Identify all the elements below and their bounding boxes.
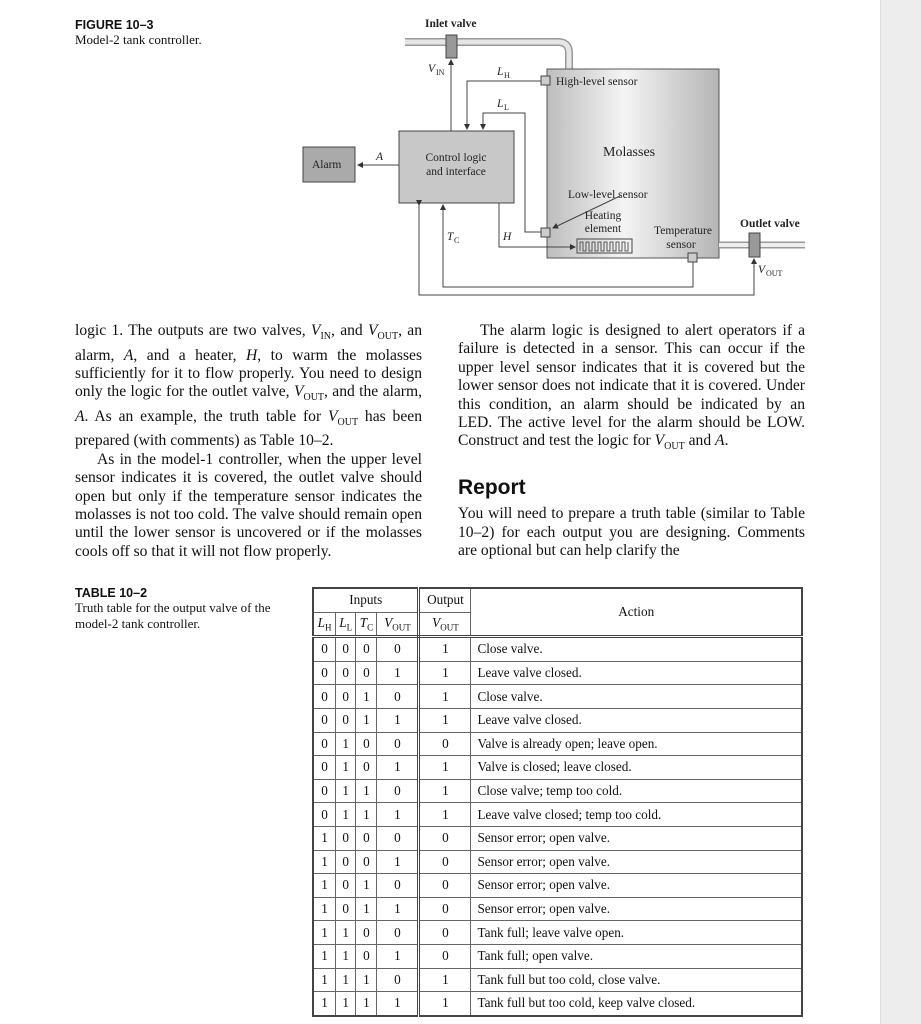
text-segment: , an alarm, bbox=[75, 322, 422, 364]
control-label-1: Control logic bbox=[425, 152, 487, 164]
value-cell: 1 bbox=[336, 779, 356, 803]
value-cell: 1 bbox=[313, 921, 336, 945]
text-segment: V bbox=[368, 322, 378, 339]
table-row bbox=[313, 779, 802, 803]
text-segment: IN bbox=[320, 331, 332, 343]
value-cell: 1 bbox=[336, 732, 356, 756]
text-segment: A bbox=[715, 432, 725, 450]
text-segment: , and bbox=[331, 322, 368, 339]
value-cell: 1 bbox=[313, 992, 336, 1016]
value-cell: 1 bbox=[419, 661, 471, 685]
report-paragraph bbox=[458, 505, 805, 560]
table-row bbox=[313, 708, 802, 732]
figure-caption-text: Model-2 tank controller. bbox=[75, 32, 202, 47]
ll-label: L bbox=[497, 98, 504, 110]
action-cell: Leave valve closed; temp too cold. bbox=[471, 803, 802, 827]
value-cell: 1 bbox=[336, 992, 356, 1016]
value-cell: 0 bbox=[419, 732, 471, 756]
value-cell: 1 bbox=[356, 708, 377, 732]
text-segment: . bbox=[724, 432, 729, 450]
inputs-header: Inputs bbox=[313, 588, 419, 612]
value-cell: 0 bbox=[313, 779, 336, 803]
value-cell: 0 bbox=[356, 826, 377, 850]
value-cell: 0 bbox=[336, 850, 356, 874]
tank-controller-diagram bbox=[0, 0, 880, 320]
value-cell: 0 bbox=[356, 850, 377, 874]
truth-table bbox=[312, 587, 803, 1017]
table-row bbox=[313, 826, 802, 850]
value-cell: 0 bbox=[356, 732, 377, 756]
value-cell: 0 bbox=[313, 732, 336, 756]
value-cell: 0 bbox=[377, 968, 419, 992]
action-cell: Tank full; open valve. bbox=[471, 944, 802, 968]
value-cell: 1 bbox=[377, 944, 419, 968]
value-cell: 1 bbox=[377, 661, 419, 685]
text-segment: V bbox=[310, 322, 321, 339]
outlet-valve-icon bbox=[749, 233, 760, 257]
text-segment: OUT bbox=[664, 441, 685, 453]
action-header: Action bbox=[471, 588, 802, 637]
value-cell: 1 bbox=[377, 756, 419, 780]
left-text-column bbox=[75, 322, 422, 561]
value-cell: 1 bbox=[313, 897, 336, 921]
text-segment: V bbox=[328, 407, 338, 425]
value-cell: 1 bbox=[313, 944, 336, 968]
body-paragraph bbox=[75, 451, 422, 561]
vin-label: V bbox=[428, 63, 436, 75]
value-cell: 0 bbox=[356, 756, 377, 780]
value-cell: 1 bbox=[336, 921, 356, 945]
value-cell: 1 bbox=[313, 826, 336, 850]
table-row bbox=[313, 992, 802, 1016]
high-sensor-label: High-level sensor bbox=[556, 76, 638, 88]
temp-label-1: Temperature bbox=[654, 225, 712, 237]
text-segment: A bbox=[123, 346, 134, 364]
heating-label-2: element bbox=[584, 223, 622, 235]
value-cell: 1 bbox=[356, 897, 377, 921]
action-cell: Close valve. bbox=[471, 637, 802, 662]
value-cell: 1 bbox=[419, 779, 471, 803]
value-cell: 0 bbox=[377, 637, 419, 662]
vin-sub: IN bbox=[436, 68, 445, 77]
value-cell: 0 bbox=[313, 803, 336, 827]
value-cell: 0 bbox=[419, 921, 471, 945]
table-row bbox=[313, 756, 802, 780]
column-header: $V_{OUT}$ bbox=[419, 612, 471, 637]
output-header: Output bbox=[419, 588, 471, 612]
value-cell: 0 bbox=[313, 661, 336, 685]
scrollbar[interactable] bbox=[880, 0, 921, 1024]
table-row bbox=[313, 661, 802, 685]
table-row bbox=[313, 968, 802, 992]
inlet-valve-icon bbox=[446, 35, 457, 58]
value-cell: 0 bbox=[356, 637, 377, 662]
table-row bbox=[313, 803, 802, 827]
value-cell: 1 bbox=[336, 968, 356, 992]
table-row bbox=[313, 732, 802, 756]
value-cell: 0 bbox=[336, 708, 356, 732]
action-cell: Sensor error; open valve. bbox=[471, 850, 802, 874]
text-segment: OUT bbox=[303, 392, 325, 404]
control-label-2: and interface bbox=[426, 166, 486, 178]
outlet-valve-label: Outlet valve bbox=[740, 218, 800, 230]
vout-sub: OUT bbox=[766, 269, 783, 278]
value-cell: 1 bbox=[336, 803, 356, 827]
column-header: $L_H$ bbox=[313, 612, 336, 637]
value-cell: 0 bbox=[336, 661, 356, 685]
value-cell: 1 bbox=[336, 944, 356, 968]
value-cell: 1 bbox=[419, 968, 471, 992]
table-caption-text: Truth table for the output valve of the model-2 tank controller. bbox=[75, 600, 271, 631]
action-cell: Close valve. bbox=[471, 685, 802, 709]
action-cell: Sensor error; open valve. bbox=[471, 897, 802, 921]
value-cell: 1 bbox=[356, 803, 377, 827]
a-label: A bbox=[376, 151, 384, 163]
molasses-label: Molasses bbox=[603, 145, 656, 160]
vout-label: V bbox=[758, 264, 766, 276]
value-cell: 1 bbox=[336, 756, 356, 780]
text-segment: You will need to prepare a truth table (similar to Table 10–2) for each output you are designing. Comments are optional but can help clarify the bbox=[458, 505, 805, 560]
value-cell: 1 bbox=[377, 992, 419, 1016]
inlet-valve-label: Inlet valve bbox=[425, 18, 477, 30]
value-cell: 1 bbox=[377, 708, 419, 732]
alarm-label: Alarm bbox=[312, 159, 342, 171]
value-cell: 0 bbox=[313, 685, 336, 709]
text-segment: logic 1. The outputs are two valves, bbox=[75, 322, 311, 339]
value-cell: 0 bbox=[356, 661, 377, 685]
temp-label-2: sensor bbox=[666, 239, 696, 251]
lh-sub: H bbox=[504, 71, 510, 80]
action-cell: Close valve; temp too cold. bbox=[471, 779, 802, 803]
value-cell: 1 bbox=[419, 756, 471, 780]
value-cell: 0 bbox=[313, 708, 336, 732]
text-segment: and bbox=[684, 432, 716, 450]
text-segment: The alarm logic is designed to alert operators if a failure is detected in a sensor. This can occur if the upper level sensor indicates that it is covered but the lower sensor does not indicate that it is covered. Under this condition, an alarm should be indicated by an LED. The active level for the alarm should be LOW. Construct and test the logic for bbox=[458, 322, 805, 450]
value-cell: 0 bbox=[377, 732, 419, 756]
value-cell: 1 bbox=[356, 779, 377, 803]
value-cell: 0 bbox=[419, 850, 471, 874]
action-cell: Tank full but too cold, close valve. bbox=[471, 968, 802, 992]
action-cell: Leave valve closed. bbox=[471, 708, 802, 732]
report-heading: Report bbox=[458, 475, 526, 499]
body-paragraph bbox=[75, 322, 422, 451]
text-segment: V bbox=[293, 383, 304, 401]
text-segment: , and a heater, bbox=[133, 346, 246, 364]
value-cell: 0 bbox=[356, 944, 377, 968]
table-row bbox=[313, 637, 802, 662]
action-cell: Sensor error; open valve. bbox=[471, 874, 802, 898]
text-segment: has been prepared (with comments) as Table 10–2. bbox=[75, 407, 422, 450]
text-segment: V bbox=[654, 432, 665, 450]
value-cell: 1 bbox=[356, 968, 377, 992]
value-cell: 0 bbox=[313, 756, 336, 780]
value-cell: 0 bbox=[419, 874, 471, 898]
value-cell: 1 bbox=[419, 708, 471, 732]
value-cell: 1 bbox=[419, 992, 471, 1016]
text-segment: As in the model-1 controller, when the upper level sensor indicates it is covered, the outlet valve should open but only if the temperature sensor indicates the molasses is not too cold. The valve should remain open until the lower sensor is uncovered or if the molasses cools off so that it will not flow properly. bbox=[75, 450, 422, 560]
figure-number: FIGURE 10–3 bbox=[75, 18, 154, 32]
column-header: $L_L$ bbox=[336, 612, 356, 637]
text-segment: , and the alarm, bbox=[324, 383, 422, 401]
column-header: $T_C$ bbox=[356, 612, 377, 637]
action-cell: Valve is already open; leave open. bbox=[471, 732, 802, 756]
alarm-paragraph bbox=[458, 322, 805, 457]
table-row bbox=[313, 874, 802, 898]
value-cell: 1 bbox=[313, 968, 336, 992]
ll-sub: L bbox=[504, 103, 509, 112]
value-cell: 0 bbox=[377, 921, 419, 945]
table-row bbox=[313, 944, 802, 968]
value-cell: 0 bbox=[336, 826, 356, 850]
value-cell: 1 bbox=[377, 850, 419, 874]
action-cell: Tank full but too cold, keep valve closed. bbox=[471, 992, 802, 1016]
value-cell: 0 bbox=[336, 637, 356, 662]
value-cell: 1 bbox=[356, 685, 377, 709]
table-row bbox=[313, 685, 802, 709]
value-cell: 0 bbox=[377, 685, 419, 709]
value-cell: 0 bbox=[313, 637, 336, 662]
value-cell: 1 bbox=[313, 850, 336, 874]
value-cell: 1 bbox=[377, 803, 419, 827]
value-cell: 0 bbox=[336, 897, 356, 921]
tc-label: T bbox=[447, 231, 454, 243]
text-segment: , to warm the molasses sufficiently for it to flow properly. You need to design only the logic for the outlet valve, bbox=[75, 346, 423, 401]
value-cell: 0 bbox=[377, 874, 419, 898]
value-cell: 1 bbox=[419, 637, 471, 662]
column-header: $V_{OUT}$ bbox=[377, 612, 419, 637]
text-segment: . As an example, the truth table for bbox=[84, 407, 328, 425]
action-cell: Tank full; leave valve open. bbox=[471, 921, 802, 945]
value-cell: 1 bbox=[313, 874, 336, 898]
h-label: H bbox=[503, 231, 512, 243]
value-cell: 0 bbox=[336, 874, 356, 898]
value-cell: 0 bbox=[419, 826, 471, 850]
value-cell: 0 bbox=[336, 685, 356, 709]
value-cell: 0 bbox=[356, 921, 377, 945]
text-segment: A bbox=[75, 407, 85, 425]
value-cell: 0 bbox=[419, 897, 471, 921]
value-cell: 1 bbox=[419, 685, 471, 709]
text-segment: H bbox=[245, 346, 258, 364]
text-segment: OUT bbox=[337, 416, 359, 428]
action-cell: Sensor error; open valve. bbox=[471, 826, 802, 850]
table-caption bbox=[75, 586, 290, 632]
heating-label-1: Heating bbox=[584, 210, 622, 222]
low-sensor-label: Low-level sensor bbox=[568, 189, 648, 201]
tc-sub: C bbox=[454, 236, 460, 245]
table-row bbox=[313, 921, 802, 945]
action-cell: Leave valve closed. bbox=[471, 661, 802, 685]
lh-label: L bbox=[497, 66, 504, 78]
right-text-column bbox=[458, 322, 805, 561]
action-cell: Valve is closed; leave closed. bbox=[471, 756, 802, 780]
value-cell: 1 bbox=[356, 992, 377, 1016]
value-cell: 0 bbox=[377, 826, 419, 850]
value-cell: 1 bbox=[419, 803, 471, 827]
text-segment: OUT bbox=[377, 331, 399, 343]
value-cell: 1 bbox=[377, 897, 419, 921]
value-cell: 1 bbox=[356, 874, 377, 898]
table-row bbox=[313, 850, 802, 874]
value-cell: 0 bbox=[419, 944, 471, 968]
table-row bbox=[313, 897, 802, 921]
value-cell: 0 bbox=[377, 779, 419, 803]
table-number: TABLE 10–2 bbox=[75, 586, 148, 600]
